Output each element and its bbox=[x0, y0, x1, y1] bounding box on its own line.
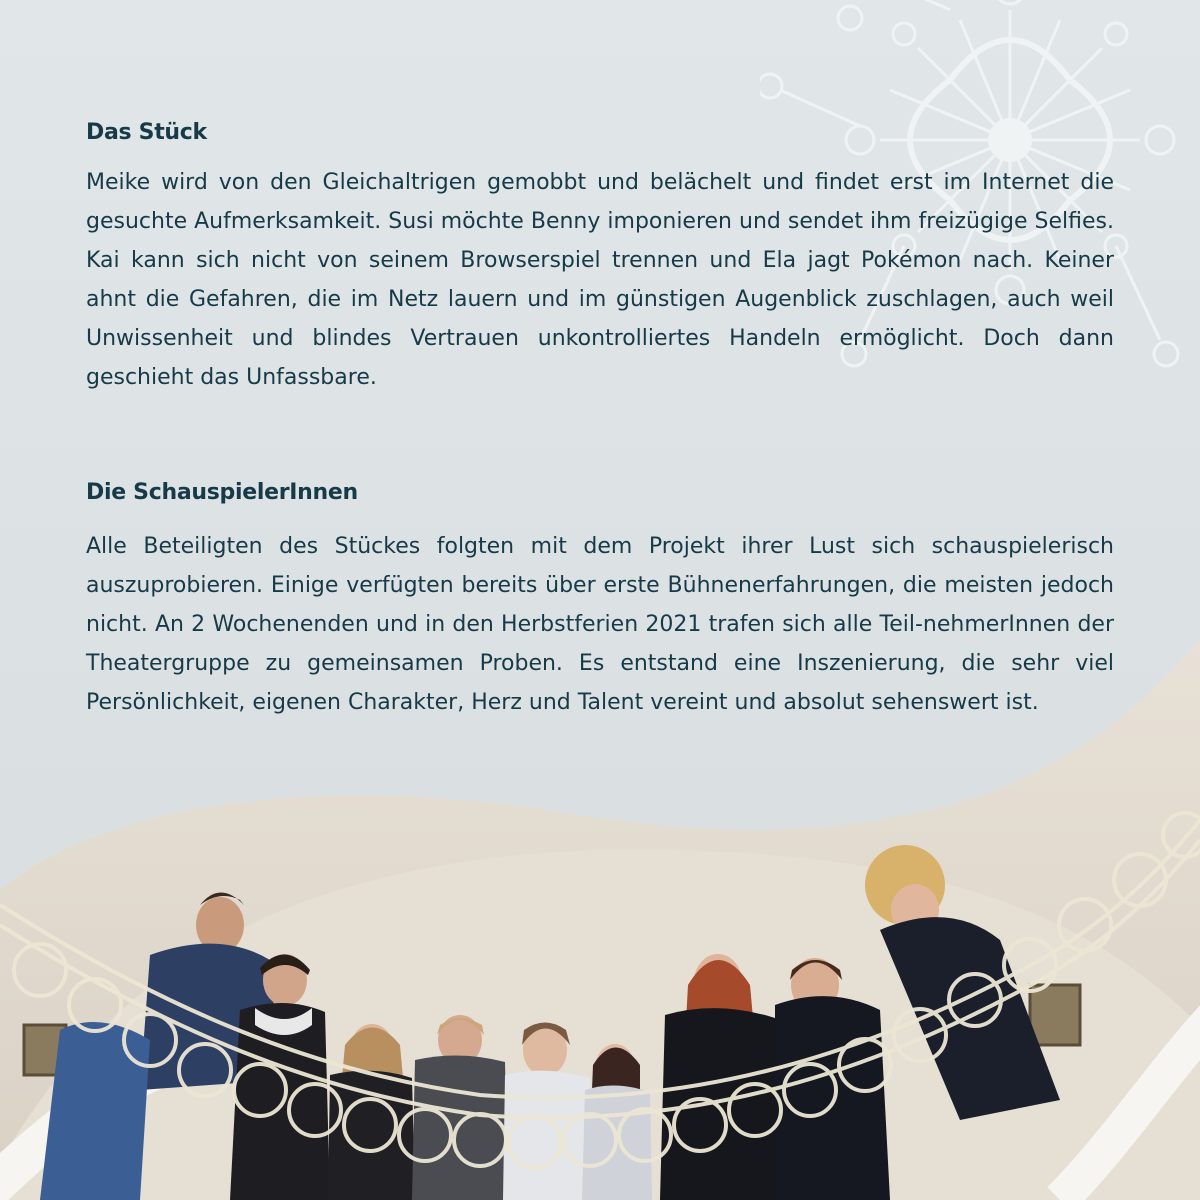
section-heading: Das Stück bbox=[86, 120, 207, 145]
section-heading: Die SchauspielerInnen bbox=[86, 480, 358, 505]
section-body: Alle Beteiligten des Stückes folgten mit dem Projekt ihrer Lust sich schauspielerisch auszuprobieren. Einige verfügten bereits über erste Bühnenerfahrungen, die meisten jedoch nicht. An 2 Wochenenden und in den Herbstferien 2021 trafen sich alle Teil-nehmerInnen der Theatergruppe zu gemeinsamen Proben. Es entstand eine Inszenierung, die sehr viel Persönlichkeit, eigenen Charakter, Herz und Talent vereint und absolut sehenswert ist. bbox=[86, 534, 1114, 715]
section-body: Meike wird von den Gleichaltrigen gemobbt und belächelt und findet erst im Internet die gesuchte Aufmerksamkeit. Susi möchte Benny imponieren und sendet ihm freizügige Selfies. Kai kann sich nicht von seinem Browserspiel trennen und Ela jagt Pokémon nach. Keiner ahnt die Gefahren, die im Netz lauern und im günstigen Augenblick zuschlagen, auch weil Unwissenheit und blindes Vertrauen unkontrolliertes Handeln ermöglicht. Doch dann geschieht das Unfassbare. bbox=[86, 170, 1114, 390]
